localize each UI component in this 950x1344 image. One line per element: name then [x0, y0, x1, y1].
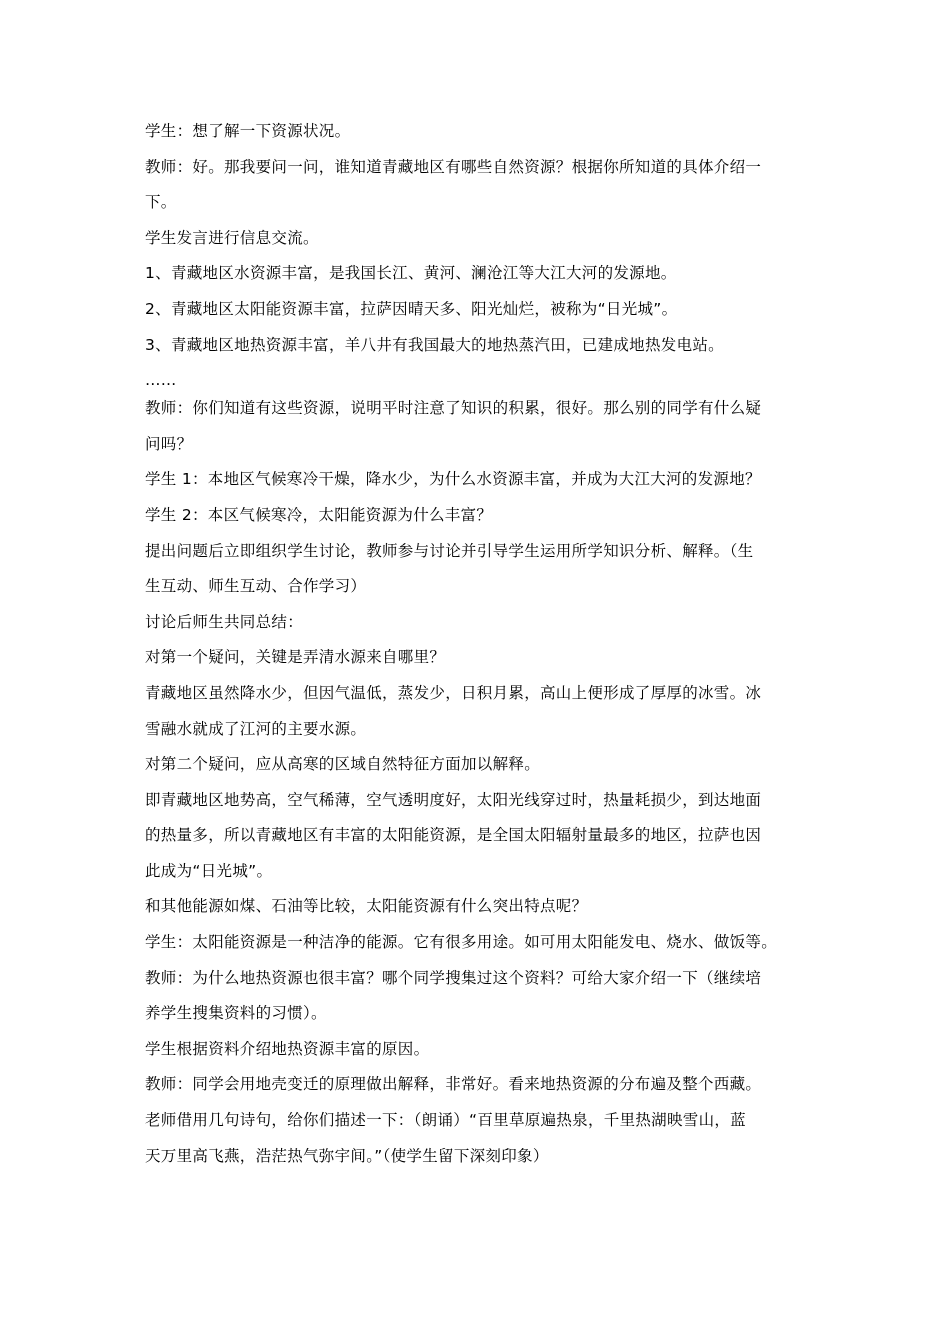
text-line: 学生发言进行信息交流。 [145, 228, 319, 247]
text-line: 雪融水就成了江河的主要水源。 [145, 719, 367, 738]
text-line: 的热量多，所以青藏地区有丰富的太阳能资源，是全国太阳辐射量最多的地区，拉萨也因 [145, 826, 762, 845]
text-line: 教师：你们知道有这些资源，说明平时注意了知识的积累，很好。那么别的同学有什么疑 [145, 399, 762, 418]
text-line: 学生 2：本区气候寒冷，太阳能资源为什么丰富？ [145, 505, 493, 524]
text-line: 教师：为什么地热资源也很丰富？哪个同学搜集过这个资料？可给大家介绍一下（继续培 [145, 968, 762, 987]
text-line: 此成为“日光城”。 [145, 861, 273, 880]
text-line: 学生：太阳能资源是一种洁净的能源。它有很多用途。如可用太阳能发电、烧水、做饭等。 [145, 933, 778, 952]
text-line: 讨论后师生共同总结： [145, 612, 304, 631]
text-line: 养学生搜集资料的习惯）。 [145, 1004, 327, 1023]
text-line: 教师：好。那我要问一问，谁知道青藏地区有哪些自然资源？根据你所知道的具体介绍一 [145, 157, 762, 176]
text-line: 对第二个疑问，应从高寒的区域自然特征方面加以解释。 [145, 755, 541, 774]
text-line: 3、青藏地区地热资源丰富，羊八井有我国最大的地热蒸汽田，已建成地热发电站。 [145, 335, 724, 354]
text-line: 提出问题后立即组织学生讨论，教师参与讨论并引导学生运用所学知识分析、解释。（生 [145, 541, 754, 560]
document-body [145, 118, 815, 1178]
text-line: …… [145, 371, 177, 390]
text-line: 老师借用几句诗句，给你们描述一下：（朗诵）“百里草原遍热泉，千里热湖映雪山，蓝 [145, 1111, 746, 1130]
text-line: 和其他能源如煤、石油等比较，太阳能资源有什么突出特点呢？ [145, 897, 588, 916]
text-line: 问吗？ [145, 434, 193, 453]
text-line: 学生：想了解一下资源状况。 [145, 122, 351, 140]
text-line: 生互动、师生互动、合作学习） [145, 577, 367, 596]
text-line: 学生 1：本地区气候寒冷干燥，降水少，为什么水资源丰富，并成为大江大河的发源地？ [145, 470, 761, 489]
text-line: 1、青藏地区水资源丰富，是我国长江、黄河、澜沧江等大江大河的发源地。 [145, 264, 677, 283]
text-line: 学生根据资料介绍地热资源丰富的原因。 [145, 1039, 430, 1058]
text-line: 青藏地区虽然降水少，但因气温低，蒸发少，日积月累，高山上便形成了厚厚的冰雪。冰 [145, 683, 762, 702]
text-line: 即青藏地区地势高，空气稀薄，空气透明度好，太阳光线穿过时，热量耗损少，到达地面 [145, 790, 762, 809]
text-line: 2、青藏地区太阳能资源丰富，拉萨因晴天多、阳光灿烂，被称为“日光城”。 [145, 299, 678, 318]
text-line: 教师：同学会用地壳变迁的原理做出解释，非常好。看来地热资源的分布遍及整个西藏。 [145, 1075, 762, 1094]
text-line: 对第一个疑问，关键是弄清水源来自哪里？ [145, 648, 446, 667]
text-line: 天万里高飞燕，浩茫热气弥宇间。”（使学生留下深刻印象） [145, 1146, 549, 1165]
text-line: 下。 [145, 193, 177, 212]
